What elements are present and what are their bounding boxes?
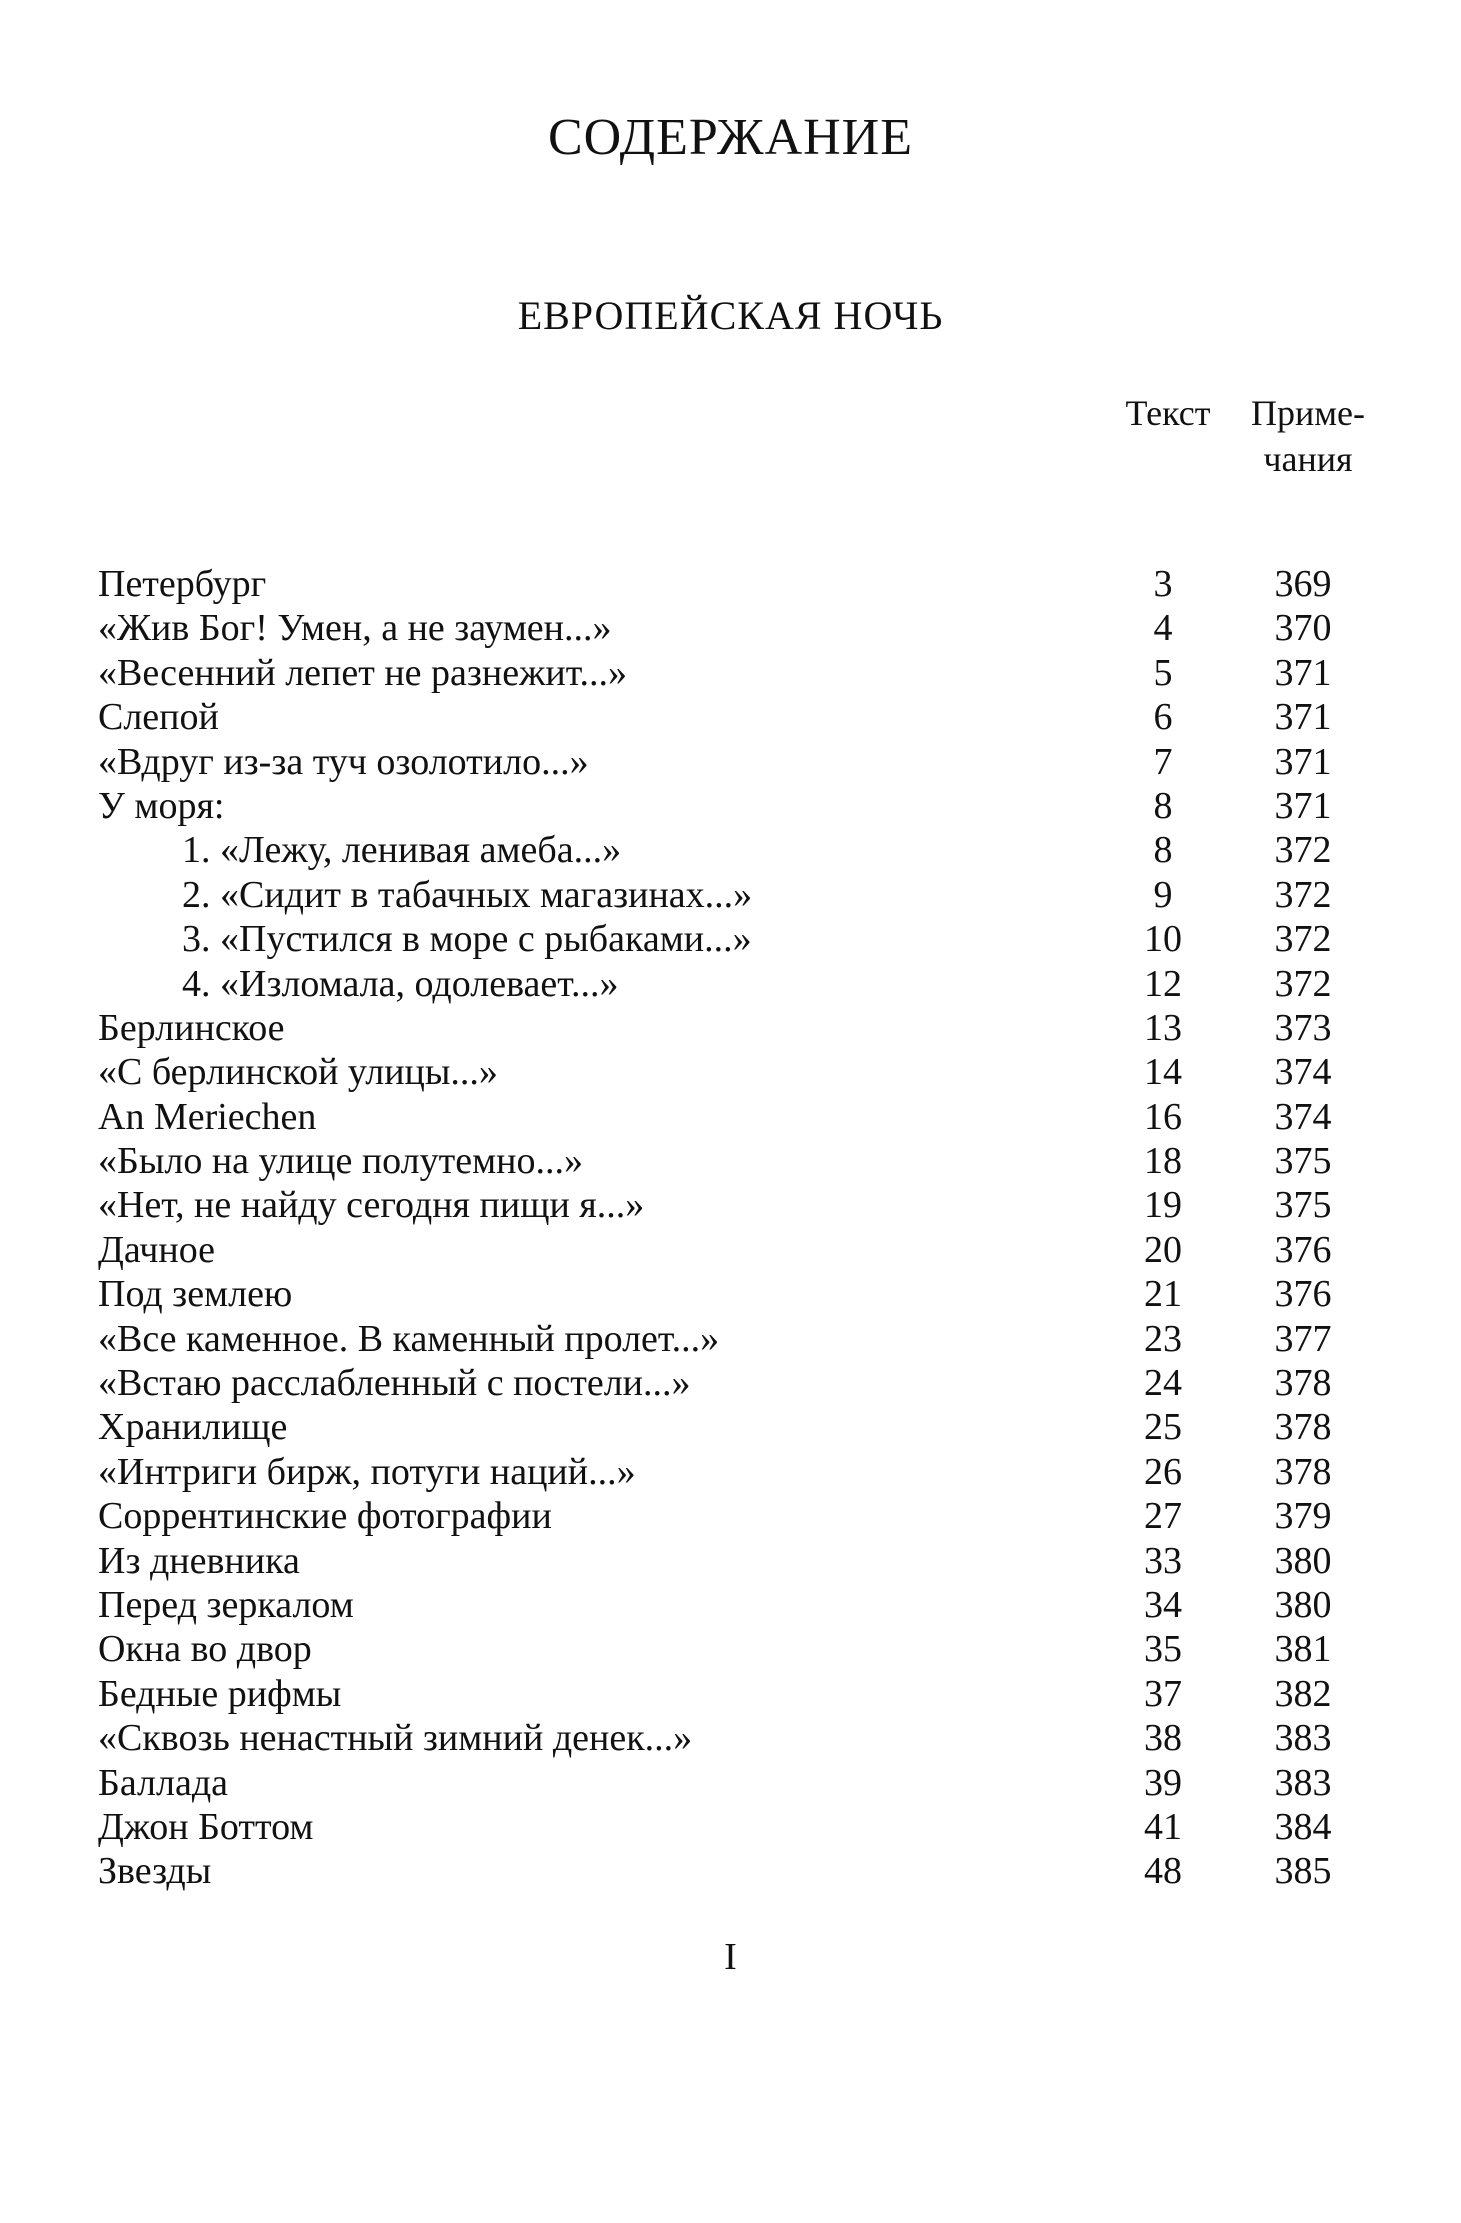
toc-entry	[98, 1450, 1358, 1494]
toc-entry-text-page: 4	[1153, 607, 1173, 650]
toc-entry	[98, 1672, 1358, 1716]
toc-entry-text-page: 23	[1144, 1317, 1182, 1360]
toc-entry-text-page: 3	[1153, 563, 1173, 605]
toc-entry-title: Баллада	[98, 1761, 229, 1804]
toc-entry	[98, 1539, 1358, 1583]
toc-entry-notes-page: 380	[1274, 1539, 1332, 1582]
toc-entry-text-page: 9	[1153, 873, 1173, 916]
toc-entry	[98, 1849, 1358, 1893]
toc-entry-title: «Все каменное. В каменный пролет...»	[98, 1317, 720, 1360]
toc-entry-title: 1. «Лежу, ленивая амеба...»	[182, 829, 622, 872]
toc-entry-notes-page: 370	[1274, 607, 1332, 650]
toc-entry-title: An Meriechen	[98, 1095, 317, 1138]
column-header-notes	[1238, 390, 1378, 482]
toc-entry-text-page: 18	[1144, 1140, 1182, 1183]
toc-entry-text-page: 38	[1144, 1717, 1182, 1760]
toc-entry-title: У моря:	[98, 784, 225, 827]
toc-entry-title: Слепой	[98, 696, 219, 739]
toc-entry-title: «Было на улице полутемно...»	[98, 1140, 584, 1183]
toc-entry-title: Берлинское	[98, 1006, 285, 1049]
toc-entry-notes-page: 375	[1274, 1140, 1332, 1183]
toc-entry-title: Хранилище	[98, 1406, 288, 1449]
toc-entry-notes-page: 371	[1274, 696, 1332, 739]
toc-entry-notes-page: 378	[1274, 1450, 1332, 1493]
toc-entry-notes-page: 372	[1274, 918, 1332, 961]
toc-entry	[98, 1761, 1358, 1805]
column-header-text	[1108, 390, 1228, 436]
toc-entry-text-page: 19	[1144, 1184, 1182, 1227]
toc-entry-notes-page: 383	[1274, 1761, 1332, 1804]
toc-entry-text-page: 41	[1144, 1805, 1182, 1848]
toc-entry-notes-page: 371	[1274, 740, 1332, 783]
toc-entry-text-page: 5	[1153, 651, 1173, 694]
toc-entry	[98, 1494, 1358, 1538]
toc-entry	[98, 828, 1358, 872]
toc-entry-notes-page: 374	[1274, 1051, 1332, 1094]
toc-entry	[98, 651, 1358, 695]
toc-entry-title: Дачное	[98, 1228, 216, 1271]
toc-entry-title: Из дневника	[98, 1539, 300, 1582]
toc-entry-text-page: 14	[1144, 1051, 1182, 1094]
toc-entry-title: «Интриги бирж, потуги наций...»	[98, 1450, 636, 1493]
toc-entry-notes-page: 385	[1274, 1850, 1332, 1893]
toc-entry	[98, 562, 1358, 606]
toc-entry-title: Под землею	[98, 1273, 293, 1316]
toc-entry-notes-page: 379	[1274, 1495, 1332, 1538]
toc-entry-notes-page: 378	[1274, 1362, 1332, 1405]
toc-entry	[98, 784, 1358, 828]
toc-entry	[98, 606, 1358, 650]
toc-entry-notes-page: 383	[1274, 1717, 1332, 1760]
toc-entry-title: 3. «Пустился в море с рыбаками...»	[182, 918, 752, 961]
toc-entry	[98, 1805, 1358, 1849]
page-title: СОДЕРЖАНИЕ	[548, 109, 913, 166]
toc-entry-title: «Сквозь ненастный зимний денек...»	[98, 1717, 693, 1760]
toc-entry	[98, 1405, 1358, 1449]
toc-entry-text-page: 27	[1144, 1495, 1182, 1538]
toc-entry-notes-page: 371	[1274, 784, 1332, 827]
toc-entry-text-page: 12	[1144, 962, 1182, 1005]
toc-entry	[98, 917, 1358, 961]
toc-entry-notes-page: 372	[1274, 962, 1332, 1005]
toc-entry	[98, 1583, 1358, 1627]
toc-entry-title: «Вдруг из-за туч озолотило...»	[98, 740, 589, 783]
toc-entry-notes-page: 372	[1274, 873, 1332, 916]
toc-entry-text-page: 20	[1144, 1228, 1182, 1271]
toc-entry-notes-page: 373	[1274, 1006, 1332, 1049]
column-header-notes-line1: Приме-	[1250, 393, 1365, 433]
column-header-notes-line2: чания	[1263, 439, 1353, 479]
toc-entry-text-page: 37	[1144, 1672, 1182, 1715]
toc-entry-title: 2. «Сидит в табачных магазинах...»	[182, 873, 753, 916]
toc-entry-text-page: 13	[1144, 1006, 1182, 1049]
toc-entry-text-page: 35	[1144, 1628, 1182, 1671]
toc-entry-title: «Нет, не найду сегодня пищи я...»	[98, 1184, 645, 1227]
toc-entry-notes-page: 378	[1274, 1406, 1332, 1449]
toc-entry-text-page: 16	[1144, 1095, 1182, 1138]
toc-entry-notes-page: 382	[1274, 1672, 1332, 1715]
toc-entry-title: Звезды	[98, 1850, 212, 1893]
toc-entry-title: Бедные рифмы	[98, 1672, 342, 1715]
toc-entry-title: «Встаю расслабленный с постели...»	[98, 1362, 691, 1405]
toc-entry	[98, 1006, 1358, 1050]
toc-entry-text-page: 8	[1153, 829, 1173, 872]
toc-entry-title: «Весенний лепет не разнежит...»	[98, 651, 627, 694]
toc-entry-notes-page: 384	[1274, 1805, 1332, 1848]
toc-entry	[98, 873, 1358, 917]
toc-entry	[98, 962, 1358, 1006]
toc-entry	[98, 1095, 1358, 1139]
toc-entry-text-page: 21	[1144, 1273, 1182, 1316]
toc-entry-notes-page: 372	[1274, 829, 1332, 872]
toc-entry-text-page: 34	[1144, 1583, 1182, 1626]
toc-entry	[98, 1716, 1358, 1760]
toc-entry	[98, 1183, 1358, 1227]
toc-entry-notes-page: 376	[1274, 1228, 1332, 1271]
section-title: ЕВРОПЕЙСКАЯ НОЧЬ	[517, 293, 944, 338]
toc-entry-notes-page: 371	[1274, 651, 1332, 694]
toc-entry-title: Перед зеркалом	[98, 1583, 354, 1626]
toc-entry-notes-page: 374	[1274, 1095, 1332, 1138]
toc-entry-title: «Жив Бог! Умен, а не заумен...»	[98, 607, 612, 650]
toc-entry-notes-page: 376	[1274, 1273, 1332, 1316]
toc-entry	[98, 740, 1358, 784]
toc-entry	[98, 695, 1358, 739]
toc-entry-text-page: 48	[1144, 1850, 1182, 1893]
toc-entry-title: Джон Боттом	[98, 1805, 314, 1848]
toc-entry-text-page: 6	[1153, 696, 1173, 739]
toc-entry	[98, 1627, 1358, 1671]
toc-entry-notes-page: 377	[1274, 1317, 1332, 1360]
toc-entry	[98, 1272, 1358, 1316]
toc-entry-notes-page: 380	[1274, 1583, 1332, 1626]
toc-entry	[98, 1317, 1358, 1361]
toc-entry-text-page: 25	[1144, 1406, 1182, 1449]
toc-entry-text-page: 26	[1144, 1450, 1182, 1493]
page-number: I	[724, 1936, 737, 1978]
table-of-contents	[98, 562, 1358, 1894]
toc-entry-text-page: 10	[1144, 918, 1182, 961]
toc-entry-title: Соррентинские фотографии	[98, 1495, 552, 1538]
column-header-text-label: Текст	[1125, 393, 1211, 433]
toc-entry-text-page: 8	[1153, 784, 1173, 827]
toc-entry	[98, 1139, 1358, 1183]
toc-entry-notes-page: 369	[1274, 563, 1332, 605]
toc-entry	[98, 1050, 1358, 1094]
toc-entry-text-page: 39	[1144, 1761, 1182, 1804]
toc-entry-notes-page: 381	[1274, 1628, 1332, 1671]
toc-entry-notes-page: 375	[1274, 1184, 1332, 1227]
toc-entry-title: «С берлинской улицы...»	[98, 1051, 498, 1094]
toc-entry-text-page: 24	[1144, 1362, 1182, 1405]
toc-entry-title: Петербург	[98, 563, 267, 605]
toc-entry-text-page: 33	[1144, 1539, 1182, 1582]
toc-entry-text-page: 7	[1153, 740, 1173, 783]
toc-entry	[98, 1228, 1358, 1272]
toc-entry-title: Окна во двор	[98, 1628, 312, 1671]
toc-entry	[98, 1361, 1358, 1405]
toc-entry-title: 4. «Изломала, одолевает...»	[182, 962, 619, 1005]
